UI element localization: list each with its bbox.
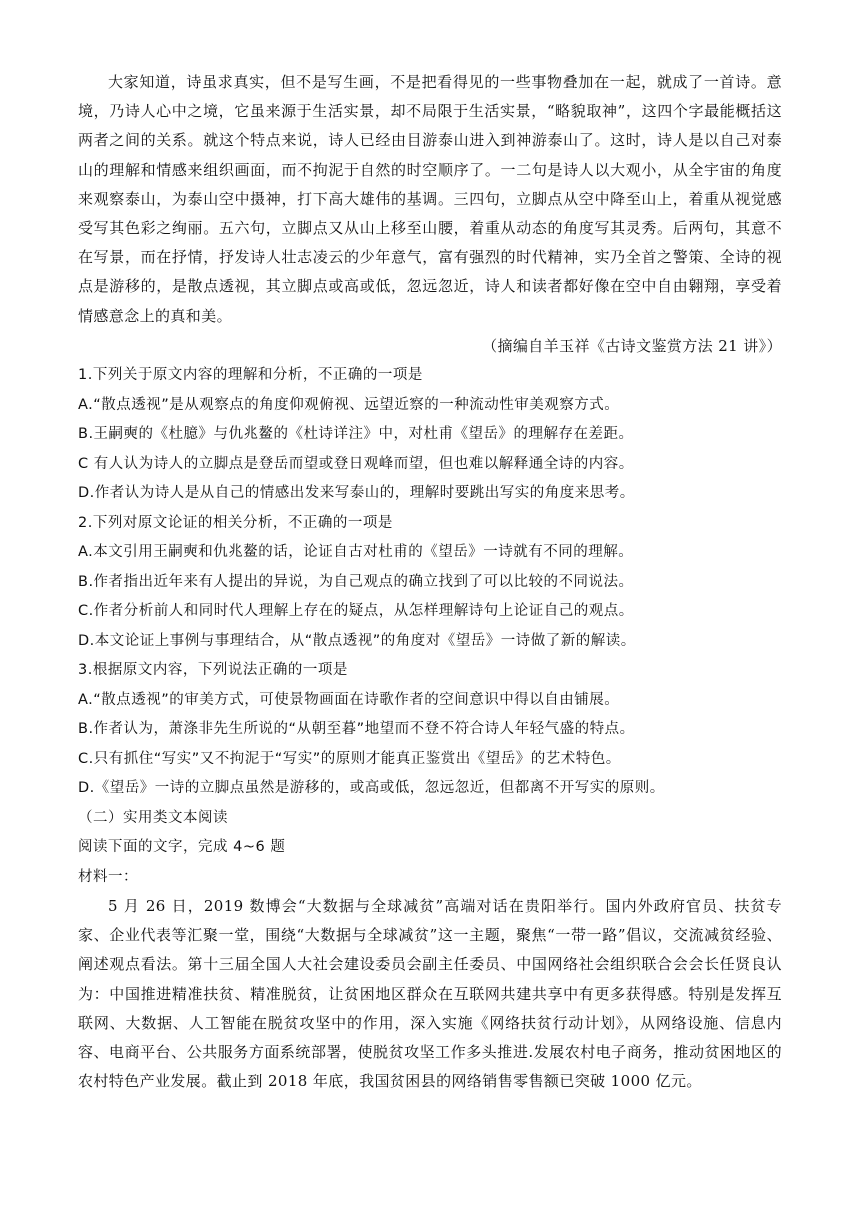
option-a: A.“散点透视”是从观察点的角度仰观俯视、远望近察的一种流动性审美观察方式。 <box>78 396 620 413</box>
section-instruction: 阅读下面的文字，完成 4~6 题 <box>78 839 286 856</box>
option-c: C.作者分析前人和同时代人理解上存在的疑点，从怎样理解诗句上论证自己的观点。 <box>78 603 634 620</box>
passage-paragraph: 大家知道，诗虽求真实，但不是写生画，不是把看得见的一些事物叠加在一起，就成了一首诗。意境，乃诗人心中之境，它虽来源于生活实景，却不局限于生活实景，“略貌取神”，这四个字最能概括这两者之间的关系。就这个特点来说，诗人已经由目游泰山进入到神游泰山了。这时，诗人是以自己对泰山的理解和情感来组织画面，而不拘泥于自然的时空顺序了。一二句是诗人以大观小，从全宇宙的角度来观察泰山，为泰山空中摄神，打下高大雄伟的基调。三四句，立脚点从空中降至山上，着重从视觉感受写其色彩之绚丽。五六句，立脚点又从山上移至山腰，着重从动态的角度写其灵秀。后两句，其意不在写景，而在抒情，抒发诗人壮志凌云的少年意气，富有强烈的时代精神，实乃全首之警策、全诗的视点是游移的，是散点透视，其立脚点或高或低，忽远忽近，诗人和读者都好像在空中自由翱翔，享受着情感意念上的真和美。 <box>78 73 782 325</box>
option-d: D.作者认为诗人是从自己的情感出发来写泰山的，理解时要跳出写实的角度来思考。 <box>78 485 635 502</box>
option-b: B.王嗣奭的《杜臆》与仇兆鳌的《杜诗详注》中，对杜甫《望岳》的理解存在差距。 <box>78 426 634 443</box>
option-c: C 有人认为诗人的立脚点是登岳而望或登日观峰而望，但也难以解释通全诗的内容。 <box>78 455 634 472</box>
option-d: D.《望岳》一诗的立脚点虽然是游移的，或高或低，忽远忽近，但都离不开写实的原则。 <box>78 780 665 797</box>
question-stem: 1.下列关于原文内容的理解和分析，不正确的一项是 <box>78 367 423 384</box>
question-stem: 3.根据原文内容，下列说法正确的一项是 <box>78 662 348 679</box>
document-page <box>78 68 782 1096</box>
question-3 <box>78 656 782 804</box>
option-b: B.作者指出近年来有人提出的异说，为自己观点的确立找到了可以比较的不同说法。 <box>78 573 634 590</box>
option-a: A.本文引用王嗣奭和仇兆鳌的话，论证自古对杜甫的《望岳》一诗就有不同的理解。 <box>78 544 634 561</box>
section-heading: （二）实用类文本阅读 <box>78 809 228 826</box>
question-1 <box>78 361 782 509</box>
option-b: B.作者认为，萧涤非先生所说的“从朝至暮”地望而不登不符合诗人年轻气盛的特点。 <box>78 721 635 738</box>
question-stem: 2.下列对原文论证的相关分析，不正确的一项是 <box>78 514 393 531</box>
option-d: D.本文论证上事例与事理结合，从“散点透视”的角度对《望岳》一诗做了新的解读。 <box>78 632 636 649</box>
passage-source: （摘编自羊玉祥《古诗文鉴赏方法 21 讲》） <box>482 336 782 355</box>
material-label: 材料一： <box>78 868 138 885</box>
option-c: C.只有抓住“写实”又不拘泥于“写实”的原则才能真正鉴赏出《望岳》的艺术特色。 <box>78 750 621 767</box>
material-paragraph: 5 月 26 日，2019 数博会“大数据与全球减贫”高端对话在贵阳举行。国内外政府官员、扶贫专家、企业代表等汇聚一堂，围绕“大数据与全球减贫”这一主题，聚焦“一带一路”倡议，交流减贫经验、阐述观点看法。第十三届全国人大社会建设委员会副主任委员、中国网络社会组织联合会会长任贤良认为：中国推进精准扶贫、精准脱贫，让贫困地区群众在互联网共建共享中有更多获得感。特别是发挥互联网、大数据、人工智能在脱贫攻坚中的作用，深入实施《网络扶贫行动计划》，从网络设施、信息内容、电商平台、公共服务方面系统部署，使脱贫攻坚工作多头推进.发展农村电子商务，推动贫困地区的农村特色产业发展。截止到 2018 年底，我国贫困县的网络销售零售额已突破 1000 亿元。 <box>78 897 782 1091</box>
option-a: A.“散点透视”的审美方式，可使景物画面在诗歌作者的空间意识中得以自由铺展。 <box>78 691 620 708</box>
question-2 <box>78 509 782 657</box>
